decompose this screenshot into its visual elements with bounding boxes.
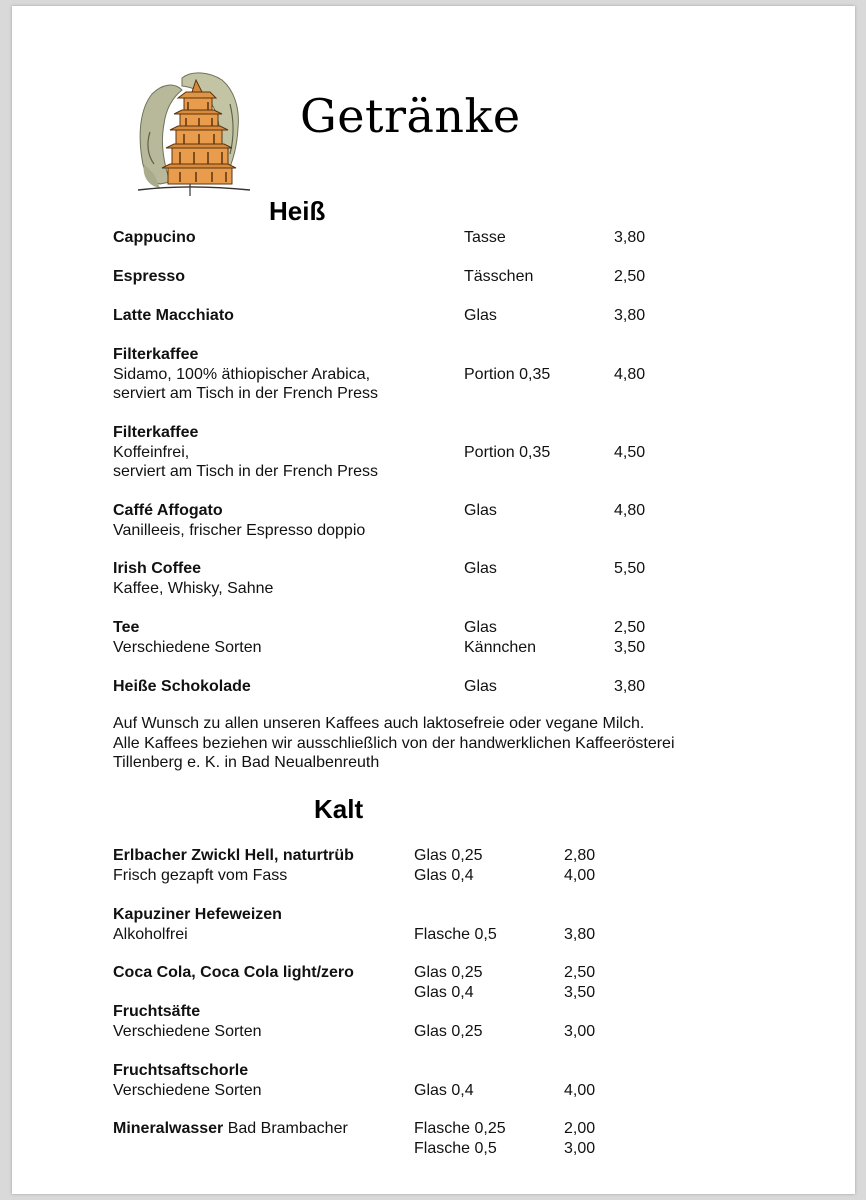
item-name: Tee (113, 619, 140, 636)
item-unit: Glas (464, 619, 497, 636)
item-description: Sidamo, 100% äthiopischer Arabica, (113, 365, 371, 383)
item-price: 2,50 (614, 619, 646, 636)
item-description: Verschiedene Sorten (113, 638, 262, 656)
item-price: 4,80 (614, 365, 646, 383)
item-price: 4,00 (564, 1081, 596, 1099)
item-unit: Tasse (464, 229, 506, 246)
item-description: Verschiedene Sorten (113, 1022, 262, 1040)
item-unit: Portion 0,35 (464, 443, 551, 461)
section-heading-cold: Kalt (314, 794, 364, 824)
item-name-suffix: Bad Brambacher (223, 1120, 348, 1137)
item-price: 3,80 (564, 925, 596, 943)
item-price: 4,00 (564, 866, 596, 884)
item-description: Kaffee, Whisky, Sahne (113, 579, 274, 597)
item-price: 3,80 (614, 229, 646, 246)
item-unit: Glas (464, 560, 497, 577)
note-line: Auf Wunsch zu allen unseren Kaffees auch laktosefreie oder vegane Milch. (113, 715, 645, 732)
item-unit: Glas 0,4 (414, 983, 474, 1001)
item-price: 5,50 (614, 560, 646, 577)
item-name: Kapuziner Hefeweizen (113, 906, 282, 923)
item-unit: Glas 0,25 (414, 847, 483, 864)
item-name: Caffé Affogato (113, 502, 223, 519)
note-line: Tillenberg e. K. in Bad Neualbenreuth (113, 754, 380, 771)
item-unit: Glas (464, 502, 497, 519)
pagoda-tower-logo (130, 64, 254, 202)
item-description: Frisch gezapft vom Fass (113, 866, 288, 884)
item-price: 2,80 (564, 847, 596, 864)
item-description: serviert am Tisch in der French Press (113, 385, 378, 402)
section-heading-hot: Heiß (269, 196, 326, 226)
item-price: 3,50 (614, 638, 646, 656)
page-title: Getränke (300, 89, 521, 143)
item-name: Cappucino (113, 229, 196, 246)
item-price: 4,80 (614, 502, 646, 519)
item-unit: Glas 0,25 (414, 1022, 483, 1040)
item-description: Verschiedene Sorten (113, 1081, 262, 1099)
item-name: Irish Coffee (113, 560, 202, 577)
item-price: 3,80 (614, 678, 646, 695)
item-name: Fruchtsaftschorle (113, 1062, 249, 1079)
item-name: Filterkaffee (113, 346, 199, 363)
item-price: 2,50 (564, 964, 596, 981)
item-unit: Glas (464, 307, 497, 324)
item-price: 2,50 (614, 268, 646, 285)
item-description: Alkoholfrei (113, 925, 188, 943)
item-description: serviert am Tisch in der French Press (113, 463, 378, 480)
item-name: Heiße Schokolade (113, 678, 251, 695)
item-name: Filterkaffee (113, 424, 199, 441)
note-line: Alle Kaffees beziehen wir ausschließlich von der handwerklichen Kaffeerösterei (113, 734, 675, 752)
item-description: Vanilleeis, frischer Espresso doppio (113, 521, 366, 539)
menu-page (12, 6, 855, 1194)
item-unit: Kännchen (464, 638, 537, 656)
item-unit: Portion 0,35 (464, 365, 551, 383)
item-price: 3,50 (564, 983, 596, 1001)
item-unit: Flasche 0,5 (414, 925, 497, 943)
item-price: 3,00 (564, 1139, 596, 1157)
item-price: 3,80 (614, 307, 646, 324)
item-name: Latte Macchiato (113, 307, 234, 324)
item-name: Coca Cola, Coca Cola light/zero (113, 964, 354, 981)
item-unit: Flasche 0,5 (414, 1139, 497, 1157)
item-unit: Glas 0,25 (414, 964, 483, 981)
item-name: Espresso (113, 268, 186, 285)
item-price: 2,00 (564, 1120, 596, 1137)
item-unit: Glas 0,4 (414, 1081, 474, 1099)
item-unit: Glas 0,4 (414, 866, 474, 884)
item-name: Fruchtsäfte (113, 1003, 201, 1020)
item-name: Mineralwasser Bad Brambacher (113, 1120, 348, 1137)
item-unit: Glas (464, 678, 497, 695)
item-price: 4,50 (614, 443, 646, 461)
item-name: Erlbacher Zwickl Hell, naturtrüb (113, 847, 354, 864)
item-unit: Flasche 0,25 (414, 1120, 506, 1137)
item-unit: Tässchen (464, 268, 534, 285)
item-price: 3,00 (564, 1022, 596, 1040)
item-description: Koffeinfrei, (113, 443, 190, 461)
